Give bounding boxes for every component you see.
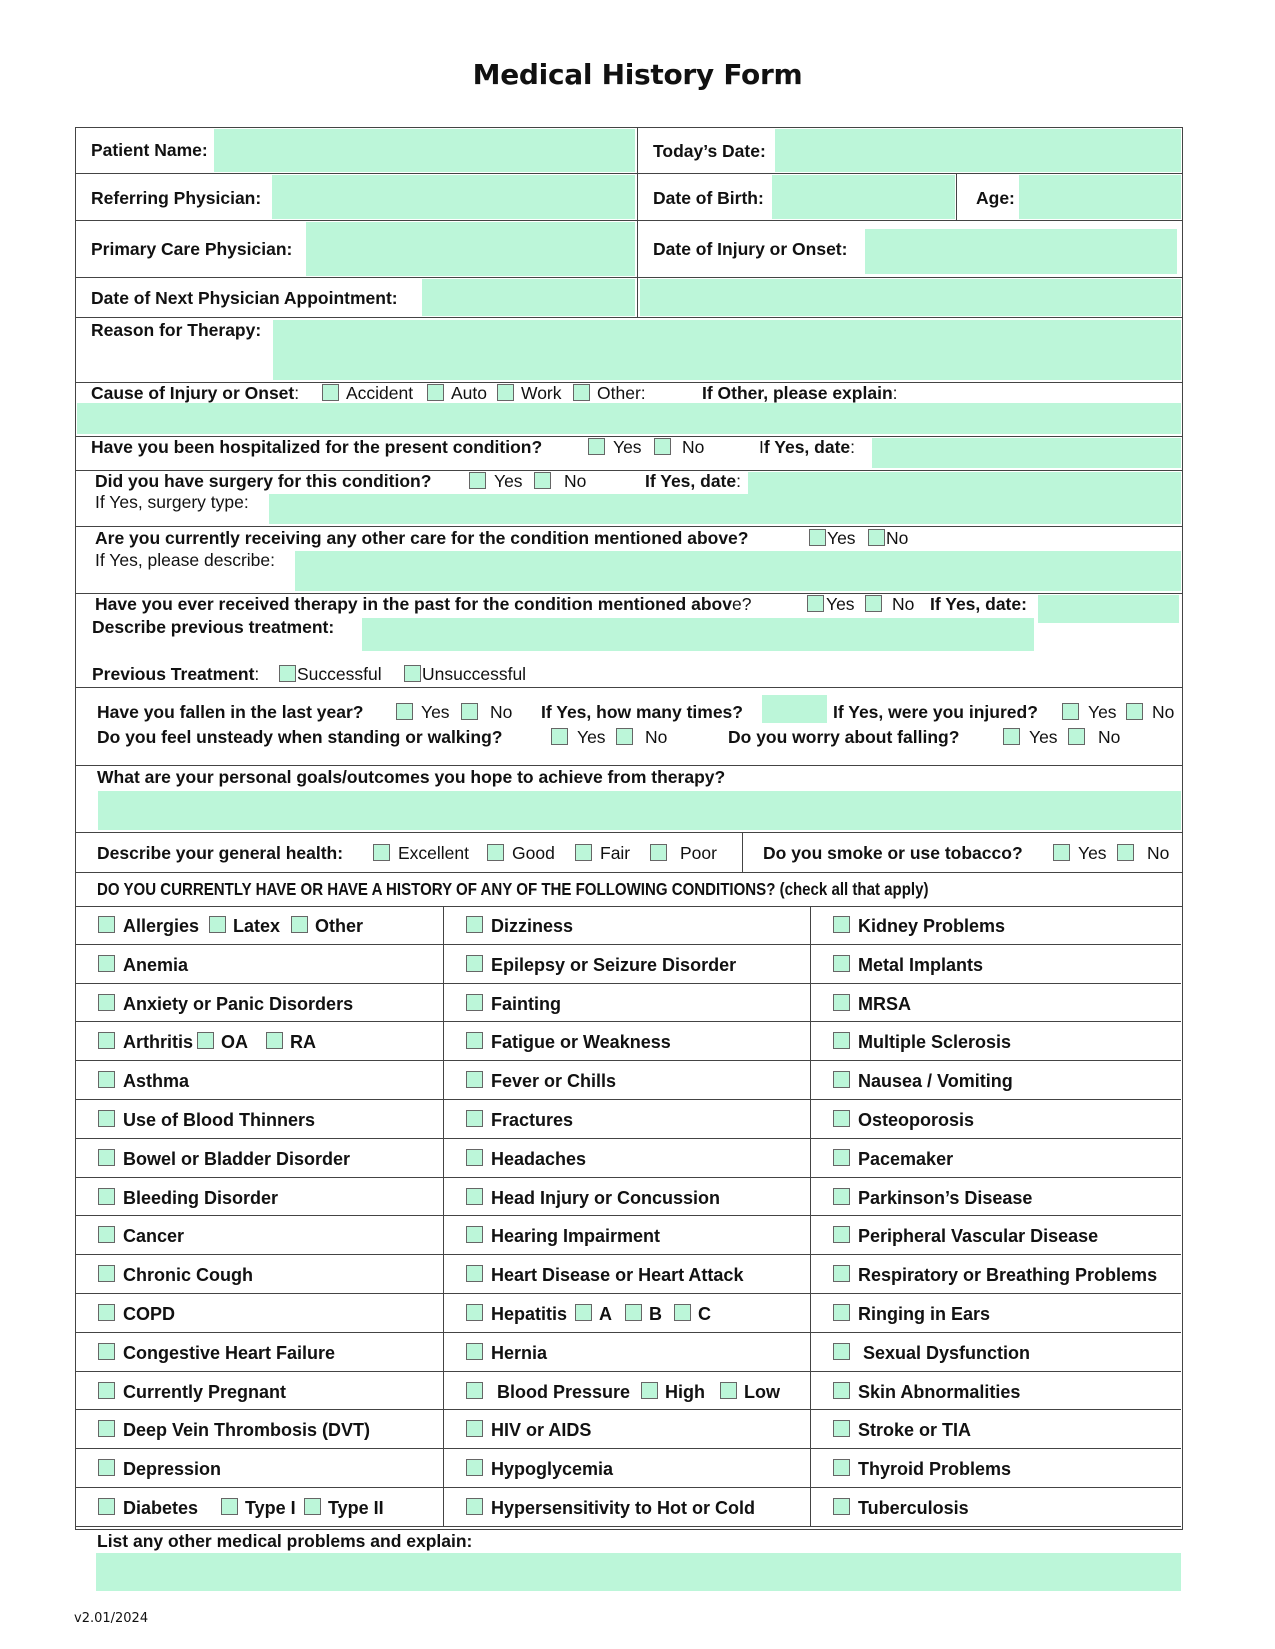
referring-physician-label: Referring Physician: [91, 188, 262, 208]
condition-ringing-in-ears [811, 1294, 1181, 1333]
condition-peripheral-vascular-disease-checkbox[interactable] [833, 1226, 850, 1243]
condition-parkinson-s-disease-checkbox[interactable] [833, 1188, 850, 1205]
unsteady-yes-checkbox[interactable] [551, 728, 568, 745]
condition-congestive-heart-failure-checkbox[interactable] [98, 1343, 115, 1360]
condition-label: Tuberculosis [858, 1497, 969, 1518]
condition-skin-abnormalities [811, 1372, 1181, 1411]
condition-label: Diabetes [123, 1497, 199, 1518]
condition-head-injury-or-concussion-checkbox[interactable] [466, 1188, 483, 1205]
condition-cancer [76, 1216, 444, 1255]
condition-hernia [444, 1333, 811, 1372]
condition-suboption-oa-checkbox[interactable] [197, 1032, 214, 1049]
condition-hiv-or-aids-checkbox[interactable] [466, 1420, 483, 1437]
condition-label: Metal Implants [858, 954, 984, 975]
other-care-question: Are you currently receiving any other care for the condition mentioned above? [95, 528, 749, 548]
fall-times-question: If Yes, how many times? [541, 702, 743, 722]
condition-deep-vein-thrombosis-dvt [76, 1410, 444, 1449]
unsteady-no-checkbox[interactable] [616, 728, 633, 745]
condition-fainting-checkbox[interactable] [466, 994, 483, 1011]
condition-label: Multiple Sclerosis [858, 1032, 1012, 1053]
condition-allergies-checkbox[interactable] [98, 916, 115, 933]
condition-label: Peripheral Vascular Disease [858, 1226, 1099, 1247]
condition-label: Bleeding Disorder [123, 1187, 279, 1208]
condition-label: Dizziness [491, 916, 574, 936]
condition-suboption-low-checkbox[interactable] [720, 1382, 737, 1399]
condition-label: Currently Pregnant [123, 1381, 287, 1402]
previous-treatment-successful-checkbox[interactable] [279, 665, 296, 682]
condition-label: Kidney Problems [858, 916, 1006, 936]
condition-fatigue-or-weakness [444, 1022, 811, 1061]
other-care-describe-label: If Yes, please describe: [95, 550, 275, 570]
fallen-no-checkbox[interactable] [461, 703, 478, 720]
condition-label: Thyroid Problems [858, 1459, 1012, 1480]
other-problems-input[interactable] [96, 1553, 1181, 1591]
condition-suboption-type1-checkbox[interactable] [221, 1498, 238, 1515]
condition-label: Arthritis [123, 1032, 194, 1053]
condition-fever-or-chills-checkbox[interactable] [466, 1071, 483, 1088]
hospitalized-no-label: No [682, 437, 705, 457]
hospitalized-date-input[interactable] [872, 438, 1181, 468]
surgery-question: Did you have surgery for this condition? [95, 471, 432, 491]
condition-suboption-type2-checkbox[interactable] [304, 1498, 321, 1515]
other-care-no-checkbox[interactable] [868, 529, 885, 546]
condition-label: Epilepsy or Seizure Disorder [491, 954, 737, 975]
fall-injured-question: If Yes, were you injured? [833, 702, 1038, 722]
hospitalized-yes-checkbox[interactable] [588, 438, 605, 455]
condition-hiv-or-aids [444, 1410, 811, 1449]
condition-label: Pacemaker [858, 1148, 954, 1169]
other-care-yes-checkbox[interactable] [809, 529, 826, 546]
condition-label: Bowel or Bladder Disorder [123, 1148, 351, 1169]
reason-for-therapy-label: Reason for Therapy: [91, 320, 262, 340]
primary-care-physician-input[interactable] [306, 222, 635, 276]
condition-asthma [76, 1061, 444, 1100]
condition-dizziness-checkbox[interactable] [466, 916, 483, 933]
health-poor-checkbox[interactable] [650, 844, 667, 861]
condition-label: Fever or Chills [491, 1071, 617, 1092]
past-therapy-yes-checkbox[interactable] [807, 595, 824, 612]
conditions-grid [76, 906, 1181, 1528]
condition-congestive-heart-failure [76, 1333, 444, 1372]
condition-fever-or-chills [444, 1061, 811, 1100]
condition-suboption-label: Other [315, 916, 364, 936]
previous-treatment-unsuccessful-checkbox[interactable] [404, 665, 421, 682]
tobacco-yes-checkbox[interactable] [1053, 844, 1070, 861]
surgery-no-label: No [564, 471, 587, 491]
condition-suboption-label: High [665, 1381, 705, 1402]
cause-explain-colon: : [892, 383, 898, 403]
fall-times-input[interactable] [762, 695, 827, 723]
condition-label: Nausea / Vomiting [858, 1071, 1013, 1092]
fall-injured-yes-label: Yes [1088, 702, 1117, 722]
condition-use-of-blood-thinners-checkbox[interactable] [98, 1110, 115, 1127]
condition-chronic-cough-checkbox[interactable] [98, 1265, 115, 1282]
goals-input[interactable] [98, 791, 1181, 830]
condition-hepatitis-checkbox[interactable] [466, 1304, 483, 1321]
date-of-injury-input[interactable] [865, 229, 1177, 274]
fallen-yes-checkbox[interactable] [396, 703, 413, 720]
condition-sexual-dysfunction [811, 1333, 1181, 1372]
condition-kidney-problems [811, 906, 1181, 945]
condition-suboption-label: B [649, 1303, 662, 1324]
condition-metal-implants-checkbox[interactable] [833, 955, 850, 972]
todays-date-label: Today’s Date: [653, 141, 766, 161]
condition-label: Parkinson’s Disease [858, 1187, 1033, 1208]
condition-bleeding-disorder-checkbox[interactable] [98, 1188, 115, 1205]
condition-arthritis-checkbox[interactable] [98, 1032, 115, 1049]
fall-injured-no-label: No [1152, 702, 1175, 722]
unsteady-question: Do you feel unsteady when standing or walking? [97, 727, 503, 747]
condition-nausea-vomiting-checkbox[interactable] [833, 1071, 850, 1088]
condition-blood-pressure [444, 1372, 811, 1411]
condition-label: Stroke or TIA [858, 1420, 972, 1441]
reason-for-therapy-input[interactable] [273, 320, 1181, 380]
past-therapy-date-label: If Yes, date: [930, 594, 1027, 614]
condition-label: Use of Blood Thinners [123, 1109, 316, 1130]
condition-fractures-checkbox[interactable] [466, 1110, 483, 1127]
condition-suboption-label: OA [221, 1032, 248, 1053]
date-of-injury-label: Date of Injury or Onset: [653, 239, 848, 259]
condition-hypoglycemia [444, 1449, 811, 1488]
condition-headaches [444, 1139, 811, 1178]
past-therapy-question-tail: e? [731, 594, 752, 614]
past-therapy-no-label: No [892, 594, 915, 614]
condition-label: Depression [123, 1459, 222, 1480]
health-poor-label: Poor [680, 843, 717, 863]
previous-treatment-result-label: Previous Treatment [92, 664, 255, 684]
condition-label: Hernia [491, 1342, 548, 1363]
health-fair-label: Fair [600, 843, 631, 863]
other-care-describe-input[interactable] [295, 551, 1181, 591]
tobacco-question: Do you smoke or use tobacco? [763, 843, 1023, 863]
condition-label: Hypoglycemia [491, 1459, 614, 1480]
condition-peripheral-vascular-disease [811, 1216, 1181, 1255]
hospitalized-no-checkbox[interactable] [654, 438, 671, 455]
fallen-no-label: No [490, 702, 513, 722]
age-label: Age: [976, 188, 1015, 208]
other-care-no-label: No [886, 528, 909, 548]
surgery-date-input[interactable] [748, 472, 1181, 494]
surgery-no-checkbox[interactable] [534, 472, 551, 489]
condition-label: Cancer [123, 1226, 185, 1247]
patient-name-input[interactable] [214, 129, 635, 172]
age-input[interactable] [1019, 175, 1181, 219]
surgery-date-colon: : [736, 471, 741, 491]
worry-falling-question: Do you worry about falling? [728, 727, 960, 747]
todays-date-input[interactable] [775, 129, 1181, 172]
patient-name-label: Patient Name: [91, 140, 208, 160]
condition-label: Fatigue or Weakness [491, 1032, 671, 1053]
past-therapy-no-checkbox[interactable] [865, 595, 882, 612]
condition-arthritis [76, 1022, 444, 1061]
previous-treatment-describe-input[interactable] [362, 618, 1034, 651]
condition-cancer-checkbox[interactable] [98, 1226, 115, 1243]
past-therapy-date-input[interactable] [1038, 595, 1179, 623]
condition-anxiety-or-panic-disorders [76, 984, 444, 1023]
condition-label: Deep Vein Thrombosis (DVT) [123, 1420, 371, 1441]
condition-metal-implants [811, 945, 1181, 984]
condition-suboption-label: RA [290, 1032, 316, 1053]
condition-bowel-or-bladder-disorder [76, 1139, 444, 1178]
next-appointment-extra-input[interactable] [640, 279, 1181, 316]
condition-copd [76, 1294, 444, 1333]
condition-suboption-label: A [599, 1303, 612, 1324]
worry-falling-yes-checkbox[interactable] [1003, 728, 1020, 745]
condition-parkinson-s-disease [811, 1178, 1181, 1217]
cause-explain-label: If Other, please explain [702, 383, 893, 403]
condition-label: Anxiety or Panic Disorders [123, 993, 354, 1014]
tobacco-no-label: No [1147, 843, 1170, 863]
condition-suboption-label: Type II [328, 1497, 384, 1518]
condition-copd-checkbox[interactable] [98, 1304, 115, 1321]
tobacco-no-checkbox[interactable] [1117, 844, 1134, 861]
cause-auto-checkbox[interactable] [427, 384, 444, 401]
health-good-checkbox[interactable] [487, 844, 504, 861]
worry-falling-yes-label: Yes [1029, 727, 1058, 747]
condition-anemia-checkbox[interactable] [98, 955, 115, 972]
surgery-yes-label: Yes [494, 471, 523, 491]
condition-label: Respiratory or Breathing Problems [858, 1265, 1158, 1286]
condition-diabetes [76, 1488, 444, 1527]
condition-thyroid-problems [811, 1449, 1181, 1488]
condition-label: Fainting [491, 993, 561, 1014]
condition-epilepsy-or-seizure-disorder [444, 945, 811, 984]
other-care-yes-label: Yes [827, 528, 856, 548]
referring-physician-input[interactable] [272, 175, 635, 219]
health-excellent-label: Excellent [398, 843, 470, 863]
condition-depression [76, 1449, 444, 1488]
tobacco-yes-label: Yes [1078, 843, 1107, 863]
cause-auto-label: Auto [451, 383, 487, 403]
surgery-type-label: If Yes, surgery type: [95, 492, 249, 512]
condition-skin-abnormalities-checkbox[interactable] [833, 1382, 850, 1399]
condition-epilepsy-or-seizure-disorder-checkbox[interactable] [466, 955, 483, 972]
condition-respiratory-or-breathing-problems-checkbox[interactable] [833, 1265, 850, 1282]
condition-fatigue-or-weakness-checkbox[interactable] [466, 1032, 483, 1049]
condition-suboption-label: C [698, 1303, 711, 1324]
condition-ringing-in-ears-checkbox[interactable] [833, 1304, 850, 1321]
condition-label: Asthma [123, 1071, 190, 1092]
condition-suboption-hep_a-checkbox[interactable] [575, 1304, 592, 1321]
condition-stroke-or-tia [811, 1410, 1181, 1449]
condition-suboption-latex-checkbox[interactable] [209, 916, 226, 933]
condition-nausea-vomiting [811, 1061, 1181, 1100]
hospitalized-question: Have you been hospitalized for the present condition? [91, 437, 543, 457]
condition-head-injury-or-concussion [444, 1178, 811, 1217]
condition-mrsa-checkbox[interactable] [833, 994, 850, 1011]
condition-currently-pregnant-checkbox[interactable] [98, 1382, 115, 1399]
condition-sexual-dysfunction-checkbox[interactable] [833, 1343, 850, 1360]
condition-currently-pregnant [76, 1372, 444, 1411]
condition-label: Allergies [123, 916, 200, 936]
cause-colon: : [294, 383, 300, 403]
condition-label: HIV or AIDS [491, 1420, 592, 1441]
condition-suboption-label: Type I [245, 1497, 296, 1518]
previous-treatment-unsuccessful-label: Unsuccessful [422, 664, 527, 684]
condition-multiple-sclerosis [811, 1022, 1181, 1061]
condition-label: Hepatitis [491, 1303, 568, 1324]
cause-other-label: Other: [597, 383, 646, 403]
condition-anemia [76, 945, 444, 984]
condition-mrsa [811, 984, 1181, 1023]
condition-hypersensitivity-to-hot-or-cold-checkbox[interactable] [466, 1498, 483, 1515]
condition-label: Skin Abnormalities [858, 1381, 1021, 1402]
condition-hearing-impairment [444, 1216, 811, 1255]
condition-tuberculosis [811, 1488, 1181, 1527]
health-good-label: Good [512, 843, 555, 863]
condition-respiratory-or-breathing-problems [811, 1255, 1181, 1294]
previous-treatment-successful-label: Successful [297, 664, 382, 684]
general-health-label: Describe your general health: [97, 843, 344, 863]
condition-heart-disease-or-heart-attack-checkbox[interactable] [466, 1265, 483, 1282]
condition-osteoporosis-checkbox[interactable] [833, 1110, 850, 1127]
condition-headaches-checkbox[interactable] [466, 1149, 483, 1166]
condition-pacemaker [811, 1139, 1181, 1178]
next-appointment-label: Date of Next Physician Appointment: [91, 288, 398, 308]
condition-multiple-sclerosis-checkbox[interactable] [833, 1032, 850, 1049]
condition-hypoglycemia-checkbox[interactable] [466, 1459, 483, 1476]
condition-stroke-or-tia-checkbox[interactable] [833, 1420, 850, 1437]
condition-label: Anemia [123, 954, 189, 975]
health-fair-checkbox[interactable] [575, 844, 592, 861]
fallen-yes-label: Yes [421, 702, 450, 722]
condition-suboption-label: Low [744, 1381, 780, 1402]
next-appointment-input[interactable] [422, 279, 635, 316]
condition-label: Hearing Impairment [491, 1226, 661, 1247]
condition-hepatitis [444, 1294, 811, 1333]
worry-falling-no-label: No [1098, 727, 1121, 747]
condition-depression-checkbox[interactable] [98, 1459, 115, 1476]
fallen-question: Have you fallen in the last year? [97, 702, 364, 722]
conditions-heading: DO YOU CURRENTLY HAVE OR HAVE A HISTORY OF ANY OF THE FOLLOWING CONDITIONS? (check all that apply) [97, 879, 929, 899]
date-of-birth-input[interactable] [772, 175, 955, 219]
condition-label: Sexual Dysfunction [863, 1342, 1031, 1363]
cause-work-checkbox[interactable] [497, 384, 514, 401]
goals-question: What are your personal goals/outcomes you hope to achieve from therapy? [97, 767, 726, 787]
fall-injured-no-checkbox[interactable] [1126, 703, 1143, 720]
unsteady-no-label: No [645, 727, 668, 747]
condition-suboption-label: Latex [233, 916, 281, 936]
other-problems-label: List any other medical problems and explain: [97, 1531, 473, 1551]
condition-fainting [444, 984, 811, 1023]
condition-osteoporosis [811, 1100, 1181, 1139]
unsteady-yes-label: Yes [577, 727, 606, 747]
past-therapy-question: Have you ever received therapy in the past for the condition mentioned abov [95, 594, 732, 614]
condition-kidney-problems-checkbox[interactable] [833, 916, 850, 933]
condition-deep-vein-thrombosis-dvt-checkbox[interactable] [98, 1420, 115, 1437]
condition-chronic-cough [76, 1255, 444, 1294]
condition-suboption-hep_c-checkbox[interactable] [674, 1304, 691, 1321]
cause-other-checkbox[interactable] [573, 384, 590, 401]
condition-fractures [444, 1100, 811, 1139]
condition-hypersensitivity-to-hot-or-cold [444, 1488, 811, 1527]
condition-label: Osteoporosis [858, 1109, 975, 1130]
condition-diabetes-checkbox[interactable] [98, 1498, 115, 1515]
condition-label: Ringing in Ears [858, 1303, 991, 1324]
cause-accident-label: Accident [346, 383, 414, 403]
condition-pacemaker-checkbox[interactable] [833, 1149, 850, 1166]
form-title: Medical History Form [472, 58, 803, 91]
condition-suboption-other-checkbox[interactable] [291, 916, 308, 933]
hospitalized-yes-label: Yes [613, 437, 642, 457]
health-excellent-checkbox[interactable] [373, 844, 390, 861]
previous-treatment-describe-label: Describe previous treatment: [92, 617, 335, 637]
hospitalized-date-colon: : [850, 437, 856, 457]
cause-work-label: Work [521, 383, 562, 403]
condition-label: Chronic Cough [123, 1265, 253, 1286]
hospitalized-date-label: f Yes, date [763, 437, 851, 457]
form-version: v2.01/2024 [74, 1611, 149, 1626]
condition-anxiety-or-panic-disorders-checkbox[interactable] [98, 994, 115, 1011]
condition-label: Heart Disease or Heart Attack [491, 1265, 744, 1286]
condition-use-of-blood-thinners [76, 1100, 444, 1139]
condition-label: COPD [123, 1303, 176, 1324]
cause-accident-checkbox[interactable] [322, 384, 339, 401]
cause-label: Cause of Injury or Onset [91, 383, 295, 403]
hospitalized-date-prefix: I [759, 437, 764, 457]
condition-hernia-checkbox[interactable] [466, 1343, 483, 1360]
condition-suboption-ra-checkbox[interactable] [266, 1032, 283, 1049]
condition-label: Blood Pressure [497, 1381, 631, 1402]
condition-dizziness [444, 906, 811, 945]
previous-treatment-result-colon: : [254, 664, 260, 684]
primary-care-physician-label: Primary Care Physician: [91, 239, 293, 259]
condition-label: MRSA [858, 993, 911, 1014]
condition-suboption-high-checkbox[interactable] [641, 1382, 658, 1399]
surgery-date-label: If Yes, date [645, 471, 737, 491]
condition-bowel-or-bladder-disorder-checkbox[interactable] [98, 1149, 115, 1166]
condition-hearing-impairment-checkbox[interactable] [466, 1226, 483, 1243]
condition-label: Fractures [491, 1109, 574, 1130]
worry-falling-no-checkbox[interactable] [1068, 728, 1085, 745]
surgery-type-input[interactable] [269, 494, 1181, 524]
condition-asthma-checkbox[interactable] [98, 1071, 115, 1088]
condition-suboption-hep_b-checkbox[interactable] [625, 1304, 642, 1321]
cause-explain-input[interactable] [77, 403, 1181, 434]
condition-label: Hypersensitivity to Hot or Cold [491, 1497, 756, 1518]
fall-injured-yes-checkbox[interactable] [1062, 703, 1079, 720]
condition-thyroid-problems-checkbox[interactable] [833, 1459, 850, 1476]
condition-label: Headaches [491, 1148, 587, 1169]
condition-bleeding-disorder [76, 1178, 444, 1217]
condition-label: Congestive Heart Failure [123, 1342, 336, 1363]
condition-allergies [76, 906, 444, 945]
date-of-birth-label: Date of Birth: [653, 188, 764, 208]
past-therapy-yes-label: Yes [826, 594, 855, 614]
surgery-yes-checkbox[interactable] [469, 472, 486, 489]
condition-heart-disease-or-heart-attack [444, 1255, 811, 1294]
condition-label: Head Injury or Concussion [491, 1187, 721, 1208]
condition-tuberculosis-checkbox[interactable] [833, 1498, 850, 1515]
condition-blood-pressure-checkbox[interactable] [466, 1382, 483, 1399]
